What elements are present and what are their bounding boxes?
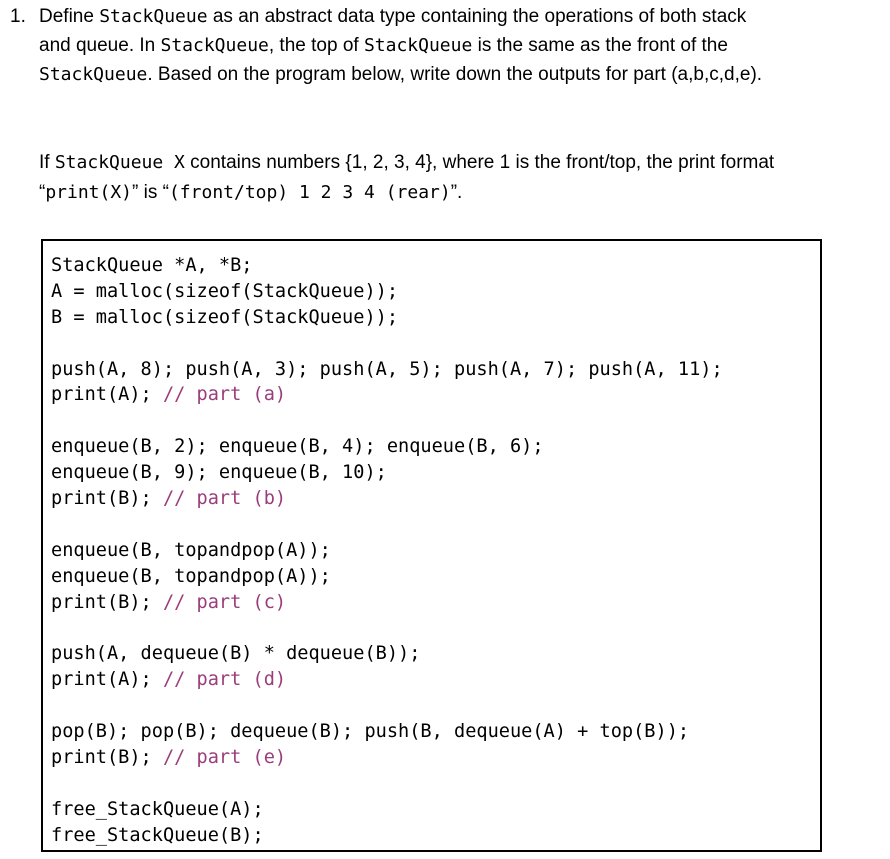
code-comment: // part (e) [162,746,287,768]
format-line-1 [39,148,888,178]
text-segment: If [39,152,55,173]
code-line-print-b-part-c [51,590,723,616]
text-segment: , the top of [268,35,364,56]
code-term: print(X) [45,182,133,203]
code-line-push-a: push(A, 8); push(A, 3); push(A, 5); push(A, 7); push(A, 11); [51,358,723,380]
code-comment: // part (a) [162,384,287,406]
text-segment: as an abstract data type containing the operations of both stack [207,6,747,27]
code-line-blank [51,615,723,641]
question-line-1 [39,2,887,31]
code-term: StackQueue [39,64,148,85]
code-line-print-b-part-b [51,486,723,512]
code-line-print-a-part-a [51,382,723,408]
code-term: StackQueue [363,35,473,56]
text-segment: Define [39,6,100,27]
code-line-print-b-part-e [51,745,723,771]
text-segment: ”. [450,182,463,203]
format-line-2 [39,178,888,208]
code-term: StackQueue [99,6,208,27]
code-statement: print(A); [51,669,163,691]
code-line-blank [51,331,723,357]
question-line-2 [39,31,887,60]
code-line-blank [51,693,723,719]
code-line-malloc-b: B = malloc(sizeof(StackQueue)); [51,306,399,328]
code-line-free-a: free_StackQueue(A); [51,798,264,820]
code-line-blank [51,771,723,797]
code-comment: // part (d) [162,669,287,691]
text-segment: contains numbers {1, 2, 3, 4}, where 1 is the front/top, the print format [184,152,775,173]
text-segment: and queue. In [39,35,161,56]
text-segment: “ [39,182,46,203]
code-term: (front/top) 1 2 3 4 (rear) [168,182,451,203]
code-line-free-b: free_StackQueue(B); [51,824,264,846]
code-line-blank [51,512,723,538]
code-comment: // part (b) [162,488,287,510]
text-segment: ” is “ [132,182,169,203]
code-line-push-product: push(A, dequeue(B) * dequeue(B)); [51,643,421,665]
code-line-pop-sequence: pop(B); pop(B); dequeue(B); push(B, dequeue(A) + top(B)); [51,721,690,743]
code-comment: // part (c) [162,591,287,613]
code-line-enqueue-b-1: enqueue(B, 2); enqueue(B, 4); enqueue(B, 6); [51,436,544,458]
question-number: 1. [10,6,26,27]
code-statement: print(A); [51,384,163,406]
print-format-note [39,148,888,208]
code-line-malloc-a: A = malloc(sizeof(StackQueue)); [51,280,399,302]
code-line-topandpop-2: enqueue(B, topandpop(A)); [51,565,331,587]
code-statement: print(B); [51,488,163,510]
code-statement: print(B); [51,591,163,613]
code-term: StackQueue [160,35,269,56]
code-listing [51,253,723,848]
code-line-enqueue-b-2: enqueue(B, 9); enqueue(B, 10); [51,462,387,484]
code-term: StackQueue X [54,152,185,173]
code-line-declare: StackQueue *A, *B; [51,255,253,276]
code-statement: print(B); [51,746,163,768]
question-text [39,2,887,89]
code-line-print-a-part-d [51,667,723,693]
code-listing-box [41,239,822,852]
code-line-topandpop-1: enqueue(B, topandpop(A)); [51,539,331,561]
question-line-3 [39,60,887,89]
text-segment: . Based on the program below, write down the outputs for part (a,b,c,d,e). [147,64,763,85]
text-segment: is the same as the front of the [472,35,728,56]
code-line-blank [51,408,723,434]
